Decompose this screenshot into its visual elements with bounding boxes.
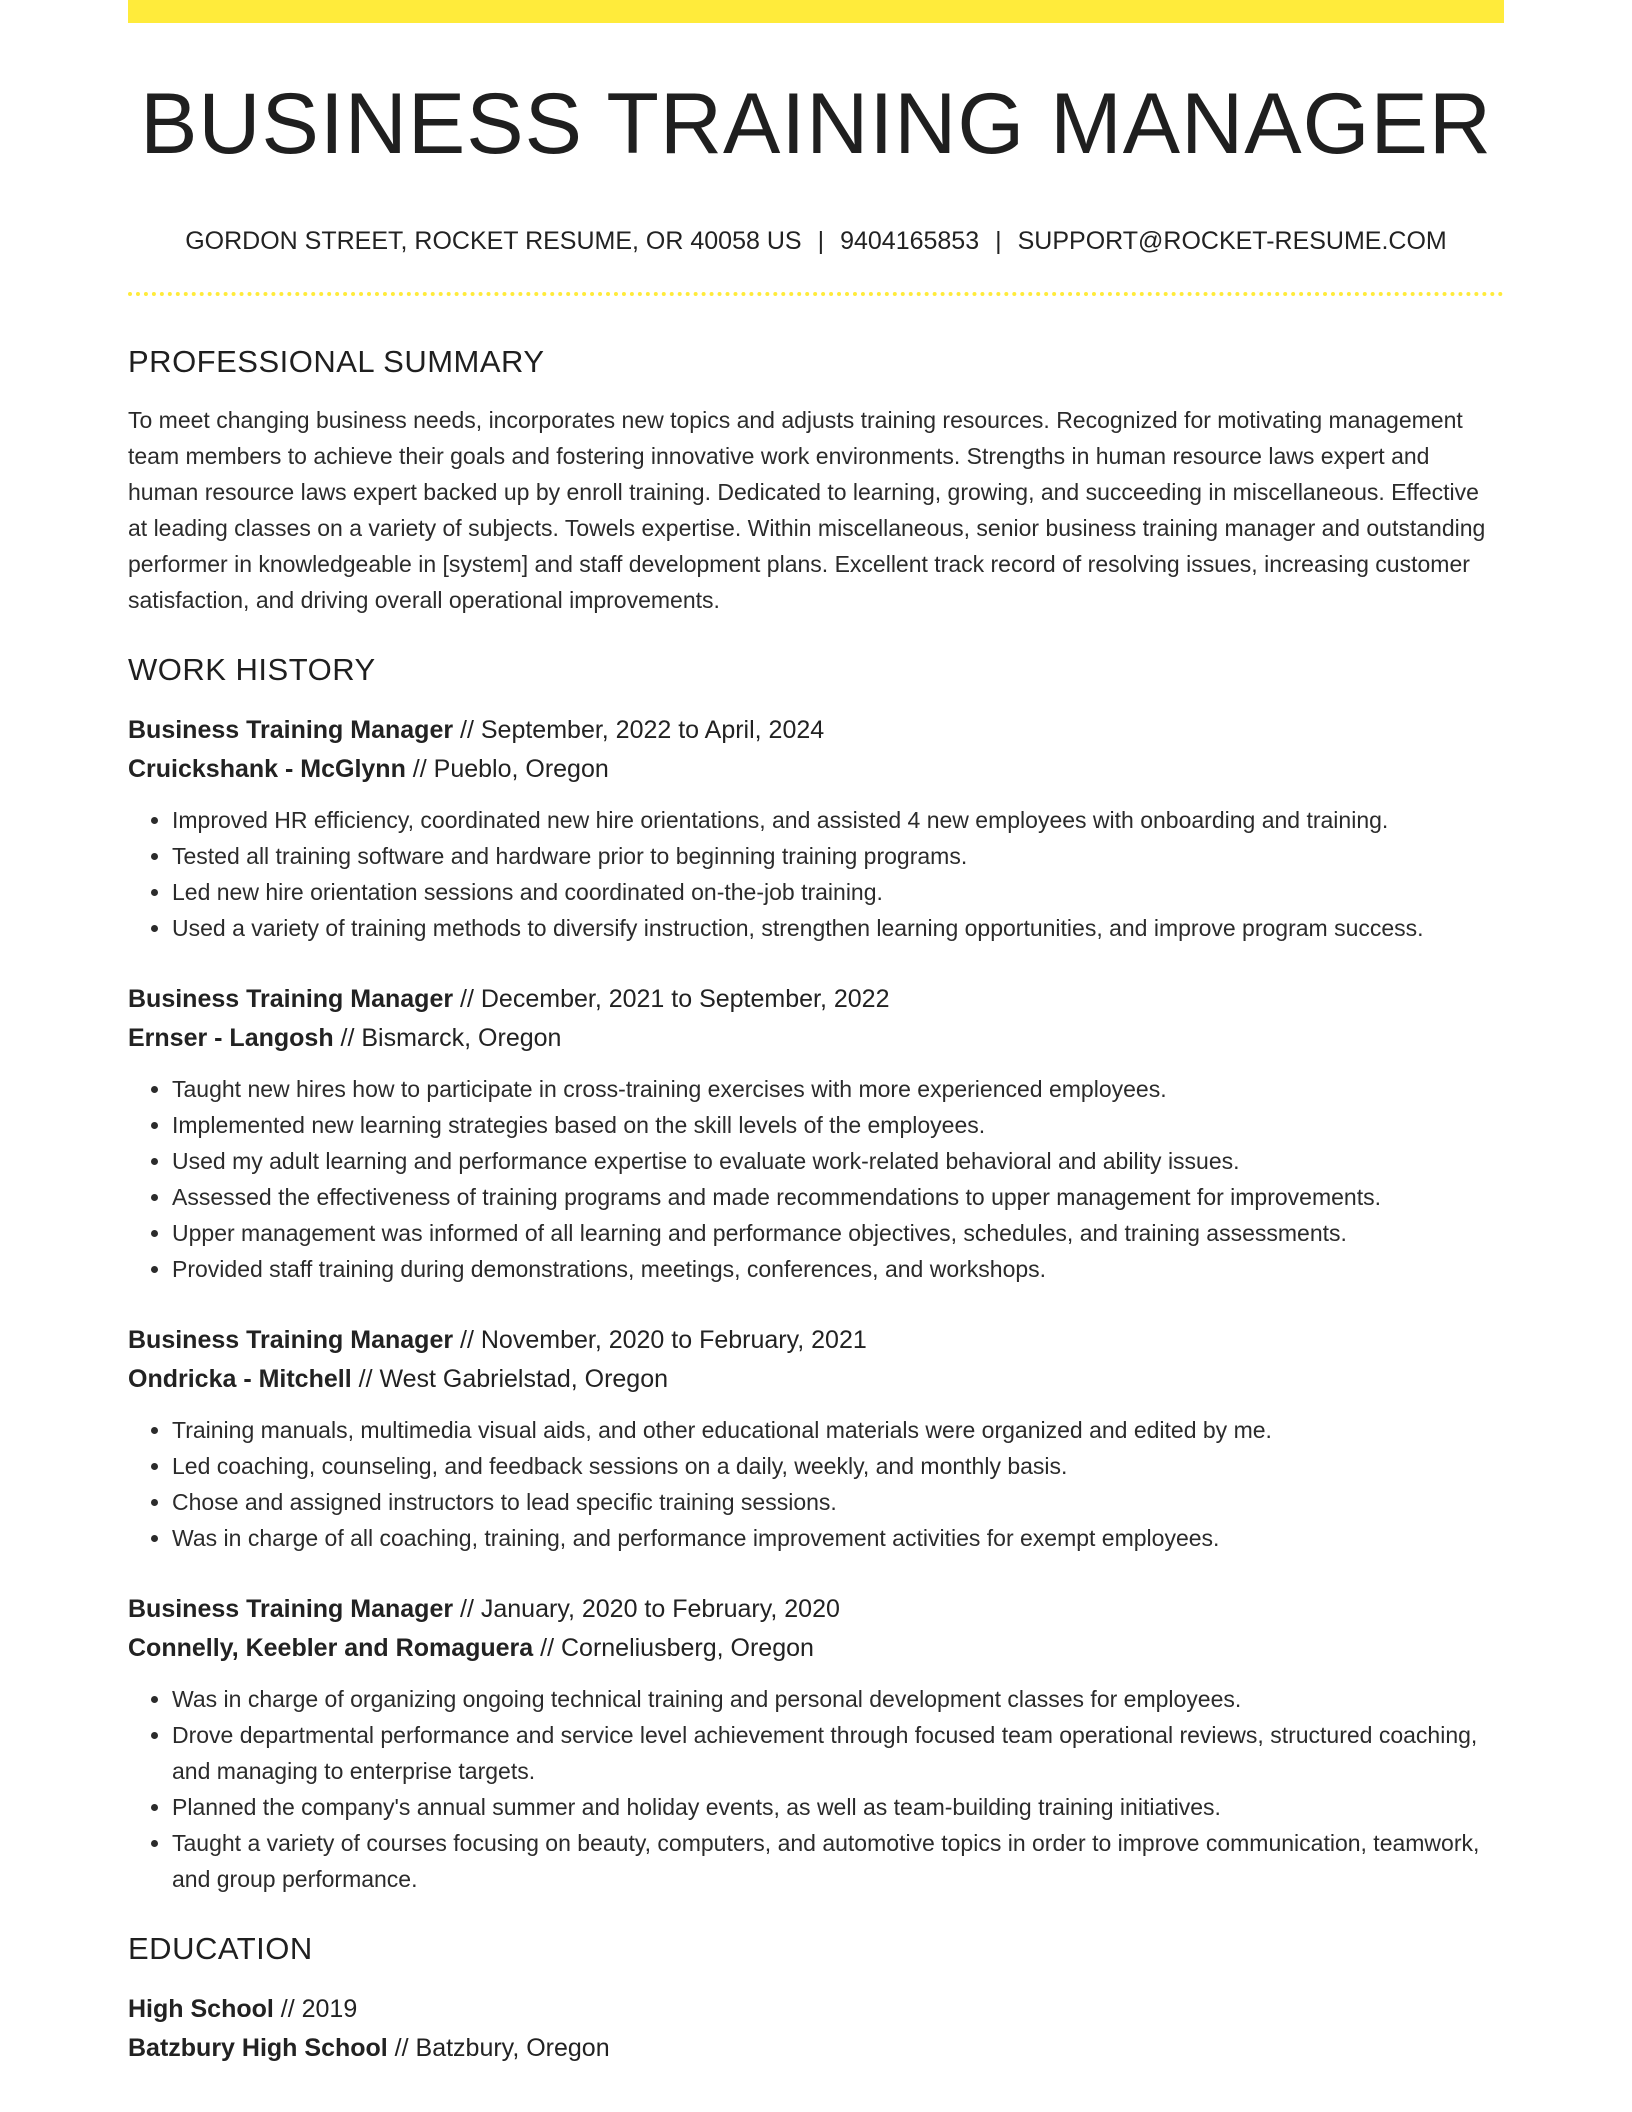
list-item: • Used a variety of training methods to diversify instruction, strengthen learning opportunities, and improve program success.: [172, 910, 1504, 946]
list-item: • Taught a variety of courses focusing on beauty, computers, and automotive topics in order to improve communication, teamwork, and group performance.: [172, 1825, 1504, 1897]
list-item: • Provided staff training during demonstrations, meetings, conferences, and workshops.: [172, 1251, 1504, 1287]
job-entry: [128, 1590, 1504, 1897]
list-item: • Led new hire orientation sessions and coordinated on-the-job training.: [172, 874, 1504, 910]
job-bullets: [128, 802, 1504, 946]
job-company: Cruickshank - McGlynn: [128, 755, 406, 783]
list-item: • Led coaching, counseling, and feedback sessions on a daily, weekly, and monthly basis.: [172, 1448, 1504, 1484]
education-school-line: [128, 2029, 1504, 2068]
job-location: // West Gabrielstad, Oregon: [351, 1365, 669, 1393]
job-location: // Bismarck, Oregon: [333, 1024, 562, 1052]
education-school: Batzbury High School: [128, 2034, 388, 2062]
job-location: // Corneliusberg, Oregon: [533, 1634, 814, 1662]
section-title-summary: PROFESSIONAL SUMMARY: [128, 344, 545, 379]
job-role-line: [128, 711, 1504, 750]
job-company-line: [128, 1629, 1504, 1668]
job-bullets: [128, 1071, 1504, 1287]
list-item: • Used my adult learning and performance expertise to evaluate work-related behavioral and ability issues.: [172, 1143, 1504, 1179]
education-location: // Batzbury, Oregon: [387, 2034, 610, 2062]
job-company-line: [128, 750, 1504, 789]
education-year: // 2019: [273, 1995, 358, 2023]
summary-paragraph: To meet changing business needs, incorporates new topics and adjusts training resources. Recognized for motivating management team members to achieve their goals and fostering innovative work environments. Strengths in human resource laws expert and human resource laws expert backed up by enroll training. Dedicated to learning, growing, and succeeding in miscellaneous. Effective at leading classes on a variety of subjects. Towels expertise. Within miscellaneous, senior business training manager and outstanding performer in knowledgeable in [system] and staff development plans. Excellent track record of resolving issues, increasing customer satisfaction, and driving overall operational improvements.: [128, 407, 1486, 613]
education-entry: [128, 1990, 1504, 2068]
list-item: • Upper management was informed of all learning and performance objectives, schedules, and training assessments.: [172, 1215, 1504, 1251]
job-entry: [128, 980, 1504, 1287]
job-company: Ondricka - Mitchell: [128, 1365, 352, 1393]
resume-page: [128, 0, 1504, 2068]
job-company: Connelly, Keebler and Romaguera: [128, 1634, 534, 1662]
contact-separator: |: [817, 227, 825, 255]
contact-email: SUPPORT@ROCKET-RESUME.COM: [1017, 227, 1447, 255]
job-dates: // September, 2022 to April, 2024: [453, 716, 825, 744]
list-item: • Improved HR efficiency, coordinated new hire orientations, and assisted 4 new employees with onboarding and training.: [172, 802, 1504, 838]
contact-line: [128, 229, 1504, 254]
job-dates: // December, 2021 to September, 2022: [453, 985, 890, 1013]
job-location: // Pueblo, Oregon: [405, 755, 609, 783]
job-entry: [128, 711, 1504, 946]
contact-phone: 9404165853: [840, 227, 980, 255]
list-item: • Was in charge of organizing ongoing technical training and personal development classes for employees.: [172, 1681, 1504, 1717]
list-item: • Planned the company's annual summer and holiday events, as well as team-building training initiatives.: [172, 1789, 1504, 1825]
list-item: • Drove departmental performance and service level achievement through focused team operational reviews, structured coaching, and managing to enterprise targets.: [172, 1717, 1504, 1789]
job-role: Business Training Manager: [128, 1595, 454, 1623]
dotted-divider: [128, 292, 1504, 296]
section-title-work-history: WORK HISTORY: [128, 652, 376, 687]
job-company: Ernser - Langosh: [128, 1024, 334, 1052]
job-bullets: [128, 1412, 1504, 1556]
resume-title: BUSINESS TRAINING MANAGER: [140, 76, 1492, 172]
job-bullets: [128, 1681, 1504, 1897]
job-role: Business Training Manager: [128, 985, 454, 1013]
job-company-line: [128, 1019, 1504, 1058]
job-role-line: [128, 1590, 1504, 1629]
list-item: • Chose and assigned instructors to lead specific training sessions.: [172, 1484, 1504, 1520]
contact-separator: |: [995, 227, 1002, 255]
job-role: Business Training Manager: [128, 716, 454, 744]
list-item: • Training manuals, multimedia visual aids, and other educational materials were organized and edited by me.: [172, 1412, 1504, 1448]
list-item: • Tested all training software and hardware prior to beginning training programs.: [172, 838, 1504, 874]
contact-address: GORDON STREET, ROCKET RESUME, OR 40058 US: [185, 227, 802, 255]
job-dates: // November, 2020 to February, 2021: [453, 1326, 867, 1354]
job-role: Business Training Manager: [128, 1326, 454, 1354]
list-item: • Assessed the effectiveness of training programs and made recommendations to upper management for improvements.: [172, 1179, 1504, 1215]
list-item: • Taught new hires how to participate in cross-training exercises with more experienced employees.: [172, 1071, 1504, 1107]
section-title-education: EDUCATION: [128, 1931, 313, 1966]
education-degree-line: [128, 1990, 1504, 2029]
list-item: • Was in charge of all coaching, training, and performance improvement activities for exempt employees.: [172, 1520, 1504, 1556]
job-company-line: [128, 1360, 1504, 1399]
job-role-line: [128, 980, 1504, 1019]
education-degree: High School: [128, 1995, 274, 2023]
job-dates: // January, 2020 to February, 2020: [453, 1595, 840, 1623]
list-item: • Implemented new learning strategies based on the skill levels of the employees.: [172, 1107, 1504, 1143]
job-role-line: [128, 1321, 1504, 1360]
job-entry: [128, 1321, 1504, 1556]
accent-top-bar: [128, 0, 1504, 23]
